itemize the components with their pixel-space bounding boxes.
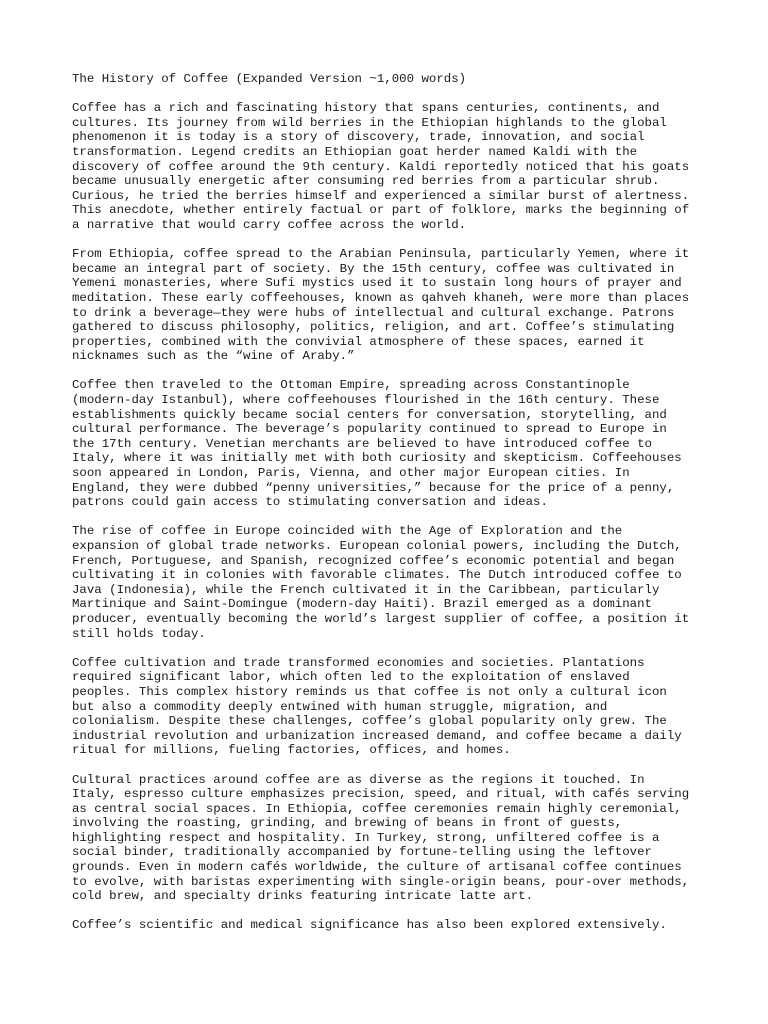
- text-line: French, Portuguese, and Spanish, recognized coffee’s economic potential and began: [72, 553, 675, 568]
- text-line: Coffee then traveled to the Ottoman Empire, spreading across Constantinople: [72, 378, 630, 393]
- text-line: Coffee has a rich and fascinating history that spans centuries, continents, and: [72, 101, 660, 116]
- paragraph: [72, 378, 712, 509]
- text-line: peoples. This complex history reminds us that coffee is not only a cultural icon: [72, 684, 667, 699]
- text-line: transformation. Legend credits an Ethiopian goat herder named Kaldi with the: [72, 144, 638, 159]
- text-line: nicknames such as the “wine of Araby.”: [72, 349, 355, 364]
- text-line: gathered to discuss philosophy, politics, religion, and art. Coffee’s stimulating: [72, 320, 675, 335]
- text-line: to drink a beverage—they were hubs of intellectual and cultural exchange. Patrons: [72, 305, 675, 320]
- text-line: Martinique and Saint-Domingue (modern-day Haiti). Brazil emerged as a dominant: [72, 597, 652, 612]
- text-line: expansion of global trade networks. European colonial powers, including the Dutch,: [72, 539, 682, 553]
- text-line: Yemeni monasteries, where Sufi mystics used it to sustain long hours of prayer and: [72, 276, 682, 291]
- text-line: became unusually energetic after consuming red berries from a particular shrub.: [72, 174, 660, 189]
- paragraph: [72, 524, 712, 641]
- document-body: [72, 101, 712, 933]
- text-line: meditation. These early coffeehouses, known as qahveh khaneh, were more than places: [72, 290, 690, 305]
- paragraph: [72, 773, 712, 904]
- document-page: [72, 72, 712, 948]
- text-line: Cultural practices around coffee are as diverse as the regions it touched. In: [72, 772, 645, 787]
- text-line: (modern-day Istanbul), where coffeehouses flourished in the 16th century. These: [72, 393, 660, 408]
- paragraph: [72, 247, 712, 364]
- text-line: cold brew, and specialty drinks featuring intricate latte art.: [72, 889, 534, 904]
- text-line: This anecdote, whether entirely factual or part of folklore, marks the beginning of: [72, 203, 690, 218]
- text-line: soon appeared in London, Paris, Vienna, and other major European cities. In: [72, 466, 630, 481]
- text-line: From Ethiopia, coffee spread to the Arabian Peninsula, particularly Yemen, where it: [72, 247, 690, 262]
- text-line: involving the roasting, grinding, and brewing of beans in front of guests,: [72, 816, 623, 831]
- text-line: Java (Indonesia), while the French cultivated it in the Caribbean, particularly: [72, 582, 660, 597]
- paragraph: [72, 101, 712, 232]
- text-line: discovery of coffee around the 9th century. Kaldi reportedly noticed that his goats: [72, 159, 690, 174]
- text-line: social binder, traditionally accompanied by fortune-telling using the leftover: [72, 845, 652, 860]
- text-line: Italy, where it was initially met with both curiosity and skepticism. Coffeehouses: [72, 451, 682, 466]
- text-line: industrial revolution and urbanization increased demand, and coffee became a daily: [72, 728, 682, 743]
- text-line: cultures. Its journey from wild berries in the Ethiopian highlands to the global: [72, 115, 667, 130]
- text-line: but also a commodity deeply entwined with human struggle, migration, and: [72, 699, 608, 714]
- document-title: The History of Coffee (Expanded Version ~1,000 words): [72, 72, 467, 86]
- text-line: ritual for millions, fueling factories, offices, and homes.: [72, 743, 511, 758]
- text-line: Coffee cultivation and trade transformed economies and societies. Plantations: [72, 655, 645, 670]
- paragraph: [72, 918, 712, 933]
- text-line: patrons could gain access to stimulating conversation and ideas.: [72, 495, 548, 510]
- text-line: cultural performance. The beverage’s popularity continued to spread to Europe in: [72, 422, 667, 437]
- text-line: establishments quickly became social centers for conversation, storytelling, and: [72, 407, 667, 422]
- text-line: as central social spaces. In Ethiopia, coffee ceremonies remain highly ceremonial,: [72, 801, 682, 816]
- text-line: colonialism. Despite these challenges, coffee’s global popularity only grew. The: [72, 714, 667, 729]
- text-line: properties, combined with the convivial atmosphere of these spaces, earned it: [72, 334, 645, 349]
- text-line: Coffee’s scientific and medical significance has also been explored extensively.: [72, 918, 667, 933]
- text-line: still holds today.: [72, 626, 206, 641]
- text-line: producer, eventually becoming the world’s largest supplier of coffee, a position it: [72, 611, 690, 626]
- text-line: to evolve, with baristas experimenting with single-origin beans, pour-over methods,: [72, 874, 690, 889]
- text-line: Curious, he tried the berries himself and experienced a similar burst of alertness.: [72, 188, 690, 203]
- text-line: required significant labor, which often led to the exploitation of enslaved: [72, 670, 630, 685]
- text-line: the 17th century. Venetian merchants are believed to have introduced coffee to: [72, 436, 652, 451]
- text-line: became an integral part of society. By the 15th century, coffee was cultivated in: [72, 261, 675, 276]
- text-line: The rise of coffee in Europe coincided with the Age of Exploration and the: [72, 524, 623, 539]
- text-line: a narrative that would carry coffee across the world.: [72, 217, 467, 232]
- text-line: cultivating it in colonies with favorable climates. The Dutch introduced coffee to: [72, 568, 682, 583]
- text-line: Italy, espresso culture emphasizes precision, speed, and ritual, with cafés serving: [72, 787, 690, 802]
- text-line: phenomenon it is today is a story of discovery, trade, innovation, and social: [72, 130, 645, 145]
- paragraph: [72, 656, 712, 758]
- text-line: England, they were dubbed “penny universities,” because for the price of a penny,: [72, 480, 675, 495]
- text-line: grounds. Even in modern cafés worldwide, the culture of artisanal coffee continues: [72, 860, 682, 875]
- text-line: highlighting respect and hospitality. In Turkey, strong, unfiltered coffee is a: [72, 830, 660, 845]
